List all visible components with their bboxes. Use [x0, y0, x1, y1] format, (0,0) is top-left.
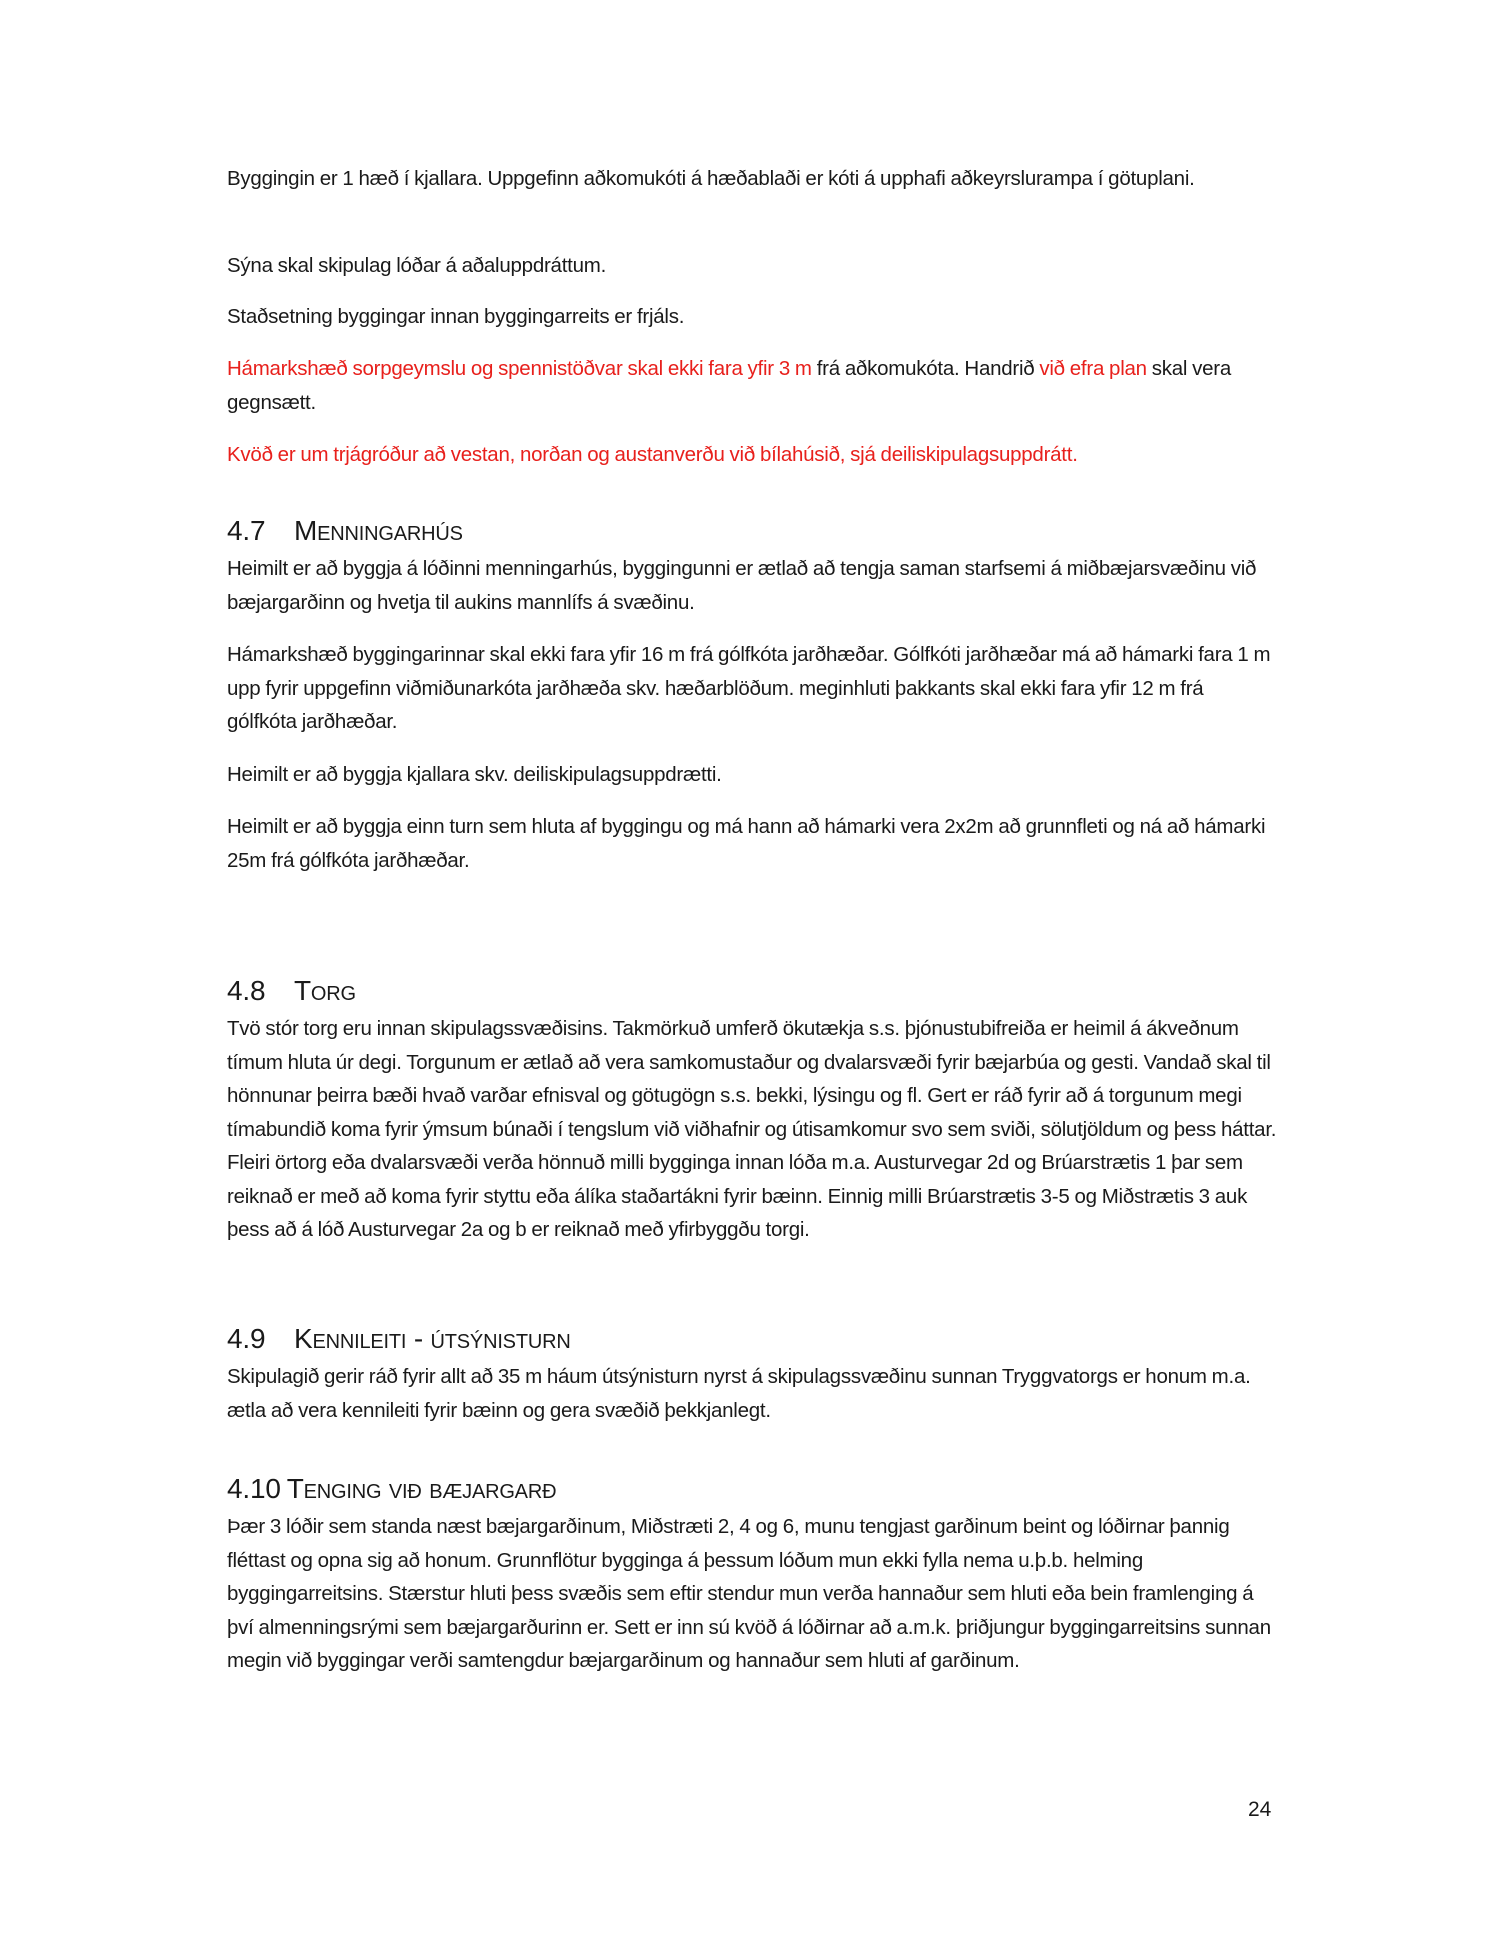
section-4-7-paragraph-2 [227, 638, 1277, 739]
text-segment: Heimilt er að byggja á lóðinni menningarhús, byggingunni er ætlað að tengja saman starfsemi á miðbæjarsvæðinu við bæjargarðinn og hvetja til aukins mannlífs á svæðinu. [227, 557, 1257, 614]
text-segment: frá aðkomukóta. Handrið [811, 357, 1040, 380]
text-segment: Staðsetning byggingar innan byggingarreits er frjáls. [227, 305, 685, 328]
section-number: 4.8 [227, 975, 266, 1006]
section-number: 4.9 [227, 1323, 266, 1354]
section-title: Menningarhús [294, 515, 463, 546]
text-segment: Heimilt er að byggja einn turn sem hluta af byggingu og má hann að hámarki vera 2x2m að grunnfleti og ná að hámarki 25m frá gólfkóta jarðhæðar. [227, 815, 1266, 872]
section-4-7-paragraph-4 [227, 810, 1277, 877]
intro-paragraph-1 [227, 162, 1277, 196]
section-heading-4-10 [227, 1473, 556, 1505]
text-segment: Sýna skal skipulag lóðar á aðaluppdráttum. [227, 254, 607, 277]
text-segment: Heimilt er að byggja kjallara skv. deiliskipulagsuppdrætti. [227, 763, 722, 786]
text-segment: Þær 3 lóðir sem standa næst bæjargarðinum, Miðstræti 2, 4 og 6, munu tengjast garðinum beint og lóðirnar þannig fléttast og opna sig að honum. Grunnflötur bygginga á þessum lóðum mun ekki fylla nema u.þ.b. helming byggingarreitsins. Stærstur hluti þess svæðis sem eftir stendur mun verða hannaður sem hluti eða bein framlenging á því almenningsrými sem bæjargarðurinn er. Sett er inn sú kvöð á lóðirnar að a.m.k. þriðjungur byggingarreitsins sunnan megin við byggingar verði samtengdur bæjargarðinum og hannaður sem hluti af garðinum. [227, 1515, 1271, 1672]
section-title: Kennileiti - útsýnisturn [294, 1323, 571, 1354]
section-heading-4-9 [227, 1323, 571, 1355]
intro-paragraph-3 [227, 300, 1277, 334]
section-heading-4-8 [227, 975, 356, 1007]
intro-paragraph-4 [227, 352, 1277, 419]
section-title: Tenging við bæjargarð [286, 1473, 557, 1504]
text-segment: Skipulagið gerir ráð fyrir allt að 35 m háum útsýnisturn nyrst á skipulagssvæðinu sunnan Tryggvatorgs er honum m.a. ætla að vera kennileiti fyrir bæinn og gera svæðið þekkjanlegt. [227, 1365, 1251, 1422]
section-4-9-paragraph-1 [227, 1360, 1277, 1427]
highlighted-text-segment: við efra plan [1039, 357, 1147, 380]
section-4-7-paragraph-3 [227, 758, 1277, 792]
section-heading-4-7 [227, 515, 463, 547]
text-segment: skal vera gegnsætt. [227, 357, 1232, 414]
page-number: 24 [1248, 1798, 1272, 1821]
section-title: Torg [294, 975, 356, 1006]
text-segment: Hámarkshæð byggingarinnar skal ekki fara yfir 16 m frá gólfkóta jarðhæðar. Gólfkóti jarðhæðar má að hámarki fara 1 m upp fyrir uppgefinn viðmiðunarkóta jarðhæða skv. hæðarblöðum. meginhluti þakkants skal ekki fara yfir 12 m frá gólfkóta jarðhæðar. [227, 643, 1271, 733]
section-4-8-paragraph-1 [227, 1012, 1277, 1247]
text-segment: Byggingin er 1 hæð í kjallara. Uppgefinn aðkomukóti á hæðablaði er kóti á upphafi aðkeyrslurampa í götuplani. [227, 167, 1195, 190]
section-number: 4.10 [227, 1473, 281, 1504]
highlighted-text-segment: Hámarkshæð sorpgeymslu og spennistöðvar skal ekki fara yfir 3 m [227, 357, 812, 380]
section-number: 4.7 [227, 515, 266, 546]
intro-paragraph-2 [227, 249, 1277, 283]
intro-paragraph-5 [227, 438, 1277, 472]
text-segment: Tvö stór torg eru innan skipulagssvæðisins. Takmörkuð umferð ökutækja s.s. þjónustubifreiða er heimil á ákveðnum tímum hluta úr degi. Torgunum er ætlað að vera samkomustaður og dvalarsvæði fyrir bæjarbúa og gesti. Vandað skal til hönnunar þeirra bæði hvað varðar efnisval og götugögn s.s. bekki, lýsingu og fl. Gert er ráð fyrir að á torgunum megi tímabundið koma fyrir ýmsum búnaði í tengslum við viðhafnir og útisamkomur svo sem sviði, sölutjöldum og þess háttar. Fleiri örtorg eða dvalarsvæði verða hönnuð milli bygginga innan lóða m.a. Austurvegar 2d og Brúarstrætis 1 þar sem reiknað er með að koma fyrir styttu eða álíka staðartákni fyrir bæinn. Einnig milli Brúarstrætis 3-5 og Miðstrætis 3 auk þess að á lóð Austurvegar 2a og b er reiknað með yfirbyggðu torgi. [227, 1017, 1277, 1241]
highlighted-text-segment: Kvöð er um trjágróður að vestan, norðan og austanverðu við bílahúsið, sjá deiliskipulagsuppdrátt. [227, 443, 1078, 466]
section-4-10-paragraph-1 [227, 1510, 1277, 1678]
section-4-7-paragraph-1 [227, 552, 1277, 619]
